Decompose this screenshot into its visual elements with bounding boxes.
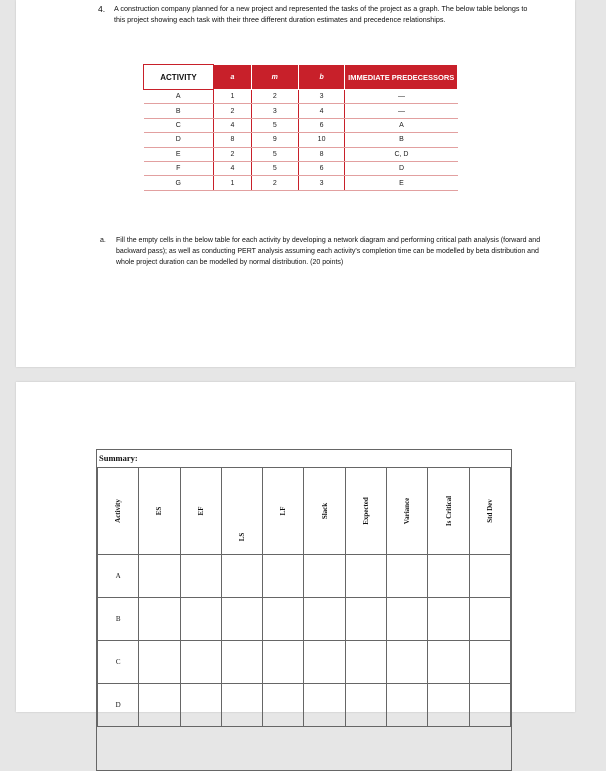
activity-cell: B	[98, 598, 139, 641]
activity-cell: E	[144, 147, 214, 161]
header-a: a	[213, 65, 251, 90]
table-row	[144, 104, 458, 118]
table-row	[144, 161, 458, 175]
lf-cell[interactable]	[263, 684, 304, 727]
std-dev-cell[interactable]	[469, 684, 510, 727]
lf-cell[interactable]	[263, 598, 304, 641]
header-activity: ACTIVITY	[144, 65, 214, 90]
part-a-text: Fill the empty cells in the below table for each activity by developing a network diagram and performing critical path analysis (forward and backward pass); as well as conducting PERT analysis assuming each activity's completion time can be modelled by beta distribution and whole project duration can be modelled by normal distribution. (20 points)	[116, 237, 541, 266]
part-a-label: a.	[100, 237, 106, 244]
a-cell: 2	[213, 104, 251, 118]
a-cell: 1	[213, 90, 251, 104]
header-variance: Variance	[387, 468, 428, 555]
header-expected: Expected	[345, 468, 386, 555]
table-row	[144, 147, 458, 161]
predecessors-cell: —	[345, 104, 458, 118]
std-dev-cell[interactable]	[469, 598, 510, 641]
slack-cell[interactable]	[304, 598, 345, 641]
b-cell: 6	[298, 161, 345, 175]
table-row	[144, 118, 458, 132]
question-text: A construction company planned for a new project and represented the tasks of the project as a graph. The below table belongs to this project showing each task with their three different duration estimates and precedence relationships.	[114, 4, 528, 24]
m-cell: 2	[251, 176, 298, 190]
m-cell: 5	[251, 147, 298, 161]
expected-cell[interactable]	[345, 641, 386, 684]
slack-cell[interactable]	[304, 684, 345, 727]
is-critical-cell[interactable]	[428, 641, 469, 684]
ef-cell[interactable]	[180, 598, 221, 641]
table-row	[98, 555, 511, 598]
table-row	[98, 598, 511, 641]
ls-cell[interactable]	[221, 598, 262, 641]
expected-cell[interactable]	[345, 598, 386, 641]
question-number: 4.	[98, 4, 106, 14]
predecessors-cell: —	[345, 90, 458, 104]
activity-cell: G	[144, 176, 214, 190]
b-cell: 3	[298, 90, 345, 104]
activity-cell: F	[144, 161, 214, 175]
summary-title: Summary:	[99, 453, 138, 463]
variance-cell[interactable]	[387, 555, 428, 598]
std-dev-cell[interactable]	[469, 555, 510, 598]
table-row	[144, 176, 458, 190]
slack-cell[interactable]	[304, 555, 345, 598]
activity-cell: A	[144, 90, 214, 104]
ef-cell[interactable]	[180, 555, 221, 598]
variance-cell[interactable]	[387, 684, 428, 727]
ef-cell[interactable]	[180, 641, 221, 684]
summary-box	[96, 449, 512, 771]
header-ls: LS	[221, 468, 262, 555]
m-cell: 2	[251, 90, 298, 104]
ef-cell[interactable]	[180, 684, 221, 727]
m-cell: 3	[251, 104, 298, 118]
activity-cell: A	[98, 555, 139, 598]
m-cell: 5	[251, 118, 298, 132]
table-row	[144, 133, 458, 147]
is-critical-cell[interactable]	[428, 598, 469, 641]
header-es: ES	[139, 468, 180, 555]
a-cell: 1	[213, 176, 251, 190]
a-cell: 4	[213, 161, 251, 175]
header-is-critical: Is Critical	[428, 468, 469, 555]
table-row	[98, 641, 511, 684]
activity-cell: D	[98, 684, 139, 727]
header-slack: Slack	[304, 468, 345, 555]
a-cell: 2	[213, 147, 251, 161]
activity-cell: C	[144, 118, 214, 132]
b-cell: 8	[298, 147, 345, 161]
header-b: b	[298, 65, 345, 90]
a-cell: 4	[213, 118, 251, 132]
header-activity: Activity	[98, 468, 139, 555]
summary-page	[16, 382, 575, 712]
variance-cell[interactable]	[387, 641, 428, 684]
header-m: m	[251, 65, 298, 90]
es-cell[interactable]	[139, 598, 180, 641]
a-cell: 8	[213, 133, 251, 147]
lf-cell[interactable]	[263, 555, 304, 598]
expected-cell[interactable]	[345, 684, 386, 727]
m-cell: 5	[251, 161, 298, 175]
variance-cell[interactable]	[387, 598, 428, 641]
header-std-dev: Std Dev	[469, 468, 510, 555]
slack-cell[interactable]	[304, 641, 345, 684]
question-page	[16, 0, 575, 367]
std-dev-cell[interactable]	[469, 641, 510, 684]
es-cell[interactable]	[139, 555, 180, 598]
is-critical-cell[interactable]	[428, 555, 469, 598]
header-lf: LF	[263, 468, 304, 555]
activity-cell: C	[98, 641, 139, 684]
table-row	[98, 684, 511, 727]
activity-cell: B	[144, 104, 214, 118]
activity-table	[143, 64, 458, 191]
b-cell: 3	[298, 176, 345, 190]
b-cell: 10	[298, 133, 345, 147]
b-cell: 6	[298, 118, 345, 132]
b-cell: 4	[298, 104, 345, 118]
lf-cell[interactable]	[263, 641, 304, 684]
activity-cell: D	[144, 133, 214, 147]
summary-table	[97, 467, 511, 727]
m-cell: 9	[251, 133, 298, 147]
header-immediate-predecessors: IMMEDIATE PREDECESSORS	[345, 65, 458, 90]
table-row	[144, 90, 458, 104]
predecessors-cell: E	[345, 176, 458, 190]
predecessors-cell: C, D	[345, 147, 458, 161]
ls-cell[interactable]	[221, 684, 262, 727]
is-critical-cell[interactable]	[428, 684, 469, 727]
es-cell[interactable]	[139, 684, 180, 727]
es-cell[interactable]	[139, 641, 180, 684]
predecessors-cell: D	[345, 161, 458, 175]
ls-cell[interactable]	[221, 641, 262, 684]
predecessors-cell: A	[345, 118, 458, 132]
predecessors-cell: B	[345, 133, 458, 147]
expected-cell[interactable]	[345, 555, 386, 598]
ls-cell[interactable]	[221, 555, 262, 598]
header-ef: EF	[180, 468, 221, 555]
